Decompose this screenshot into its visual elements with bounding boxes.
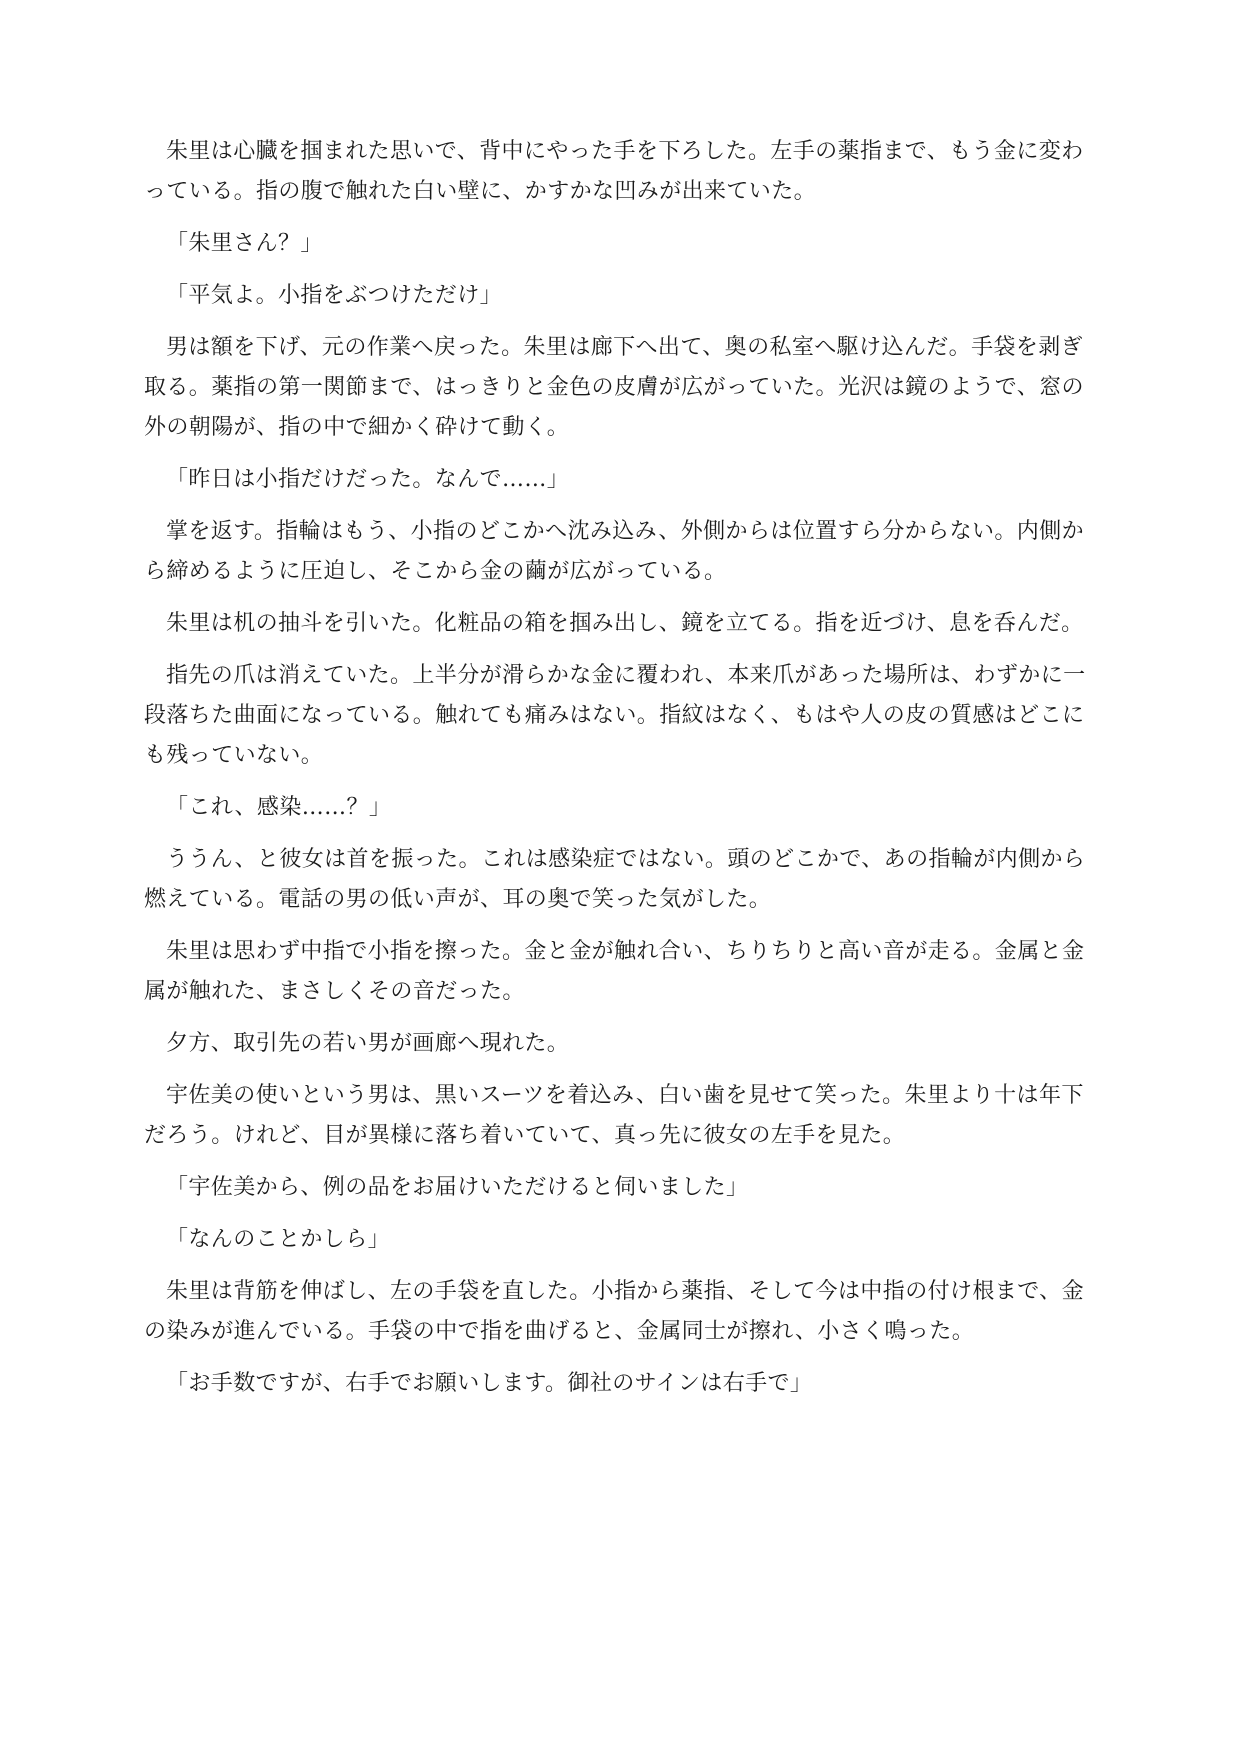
document-page [144,132,1102,1416]
paragraph: 夕方、取引先の若い男が画廊へ現れた。 [166,1031,570,1056]
paragraph: 朱里は背筋を伸ばし、左の手袋を直した。小指から薬指、そして今は中指の付け根まで、金の染みが進んでいる。手袋の中で指を曲げると、金属同士が擦れ、小さく鳴った。 [144,1279,1084,1344]
dialogue-line: 「昨日は小指だけだった。なんで……」 [166,467,570,492]
dialogue-line: 「お手数ですが、右手でお願いします。御社のサインは右手で」 [166,1371,813,1396]
paragraph: 朱里は思わず中指で小指を擦った。金と金が触れ合い、ちりちりと高い音が走る。金属と金属が触れた、まさしくその音だった。 [144,939,1085,1004]
dialogue-line: 「宇佐美から、例の品をお届けいただけると伺いました」 [166,1175,749,1200]
paragraph: 朱里は心臓を掴まれた思いで、背中にやった手を下ろした。左手の薬指まで、もう金に変わっている。指の腹で触れた白い壁に、かすかな凹みが出来ていた。 [144,139,1084,204]
paragraph: 宇佐美の使いという男は、黒いスーツを着込み、白い歯を見せて笑った。朱里より十は年下だろう。けれど、目が異様に落ち着いていて、真っ先に彼女の左手を見た。 [144,1083,1084,1148]
dialogue-line: 「これ、感染……？」 [166,795,392,820]
paragraph: 朱里は机の抽斗を引いた。化粧品の箱を掴み出し、鏡を立てる。指を近づけ、息を呑んだ。 [166,611,1084,636]
paragraph: 掌を返す。指輪はもう、小指のどこかへ沈み込み、外側からは位置すら分からない。内側から締めるように圧迫し、そこから金の繭が広がっている。 [144,519,1084,584]
paragraph: ううん、と彼女は首を振った。これは感染症ではない。頭のどこかで、あの指輪が内側から燃えている。電話の男の低い声が、耳の奥で笑った気がした。 [144,847,1086,912]
dialogue-line: 「平気よ。小指をぶつけただけ」 [166,283,503,308]
paragraph: 指先の爪は消えていた。上半分が滑らかな金に覆われ、本来爪があった場所は、わずかに一段落ちた曲面になっている。触れても痛みはない。指紋はなく、もはや人の皮の質感はどこにも残っていない。 [144,663,1086,768]
dialogue-line: 「なんのことかしら」 [166,1227,391,1252]
paragraph: 男は額を下げ、元の作業へ戻った。朱里は廊下へ出て、奥の私室へ駆け込んだ。手袋を剥ぎ取る。薬指の第一関節まで、はっきりと金色の皮膚が広がっていた。光沢は鏡のようで、窓の外の朝陽が、指の中で細かく砕けて動く。 [144,335,1084,440]
dialogue-line: 「朱里さん？」 [166,231,323,256]
